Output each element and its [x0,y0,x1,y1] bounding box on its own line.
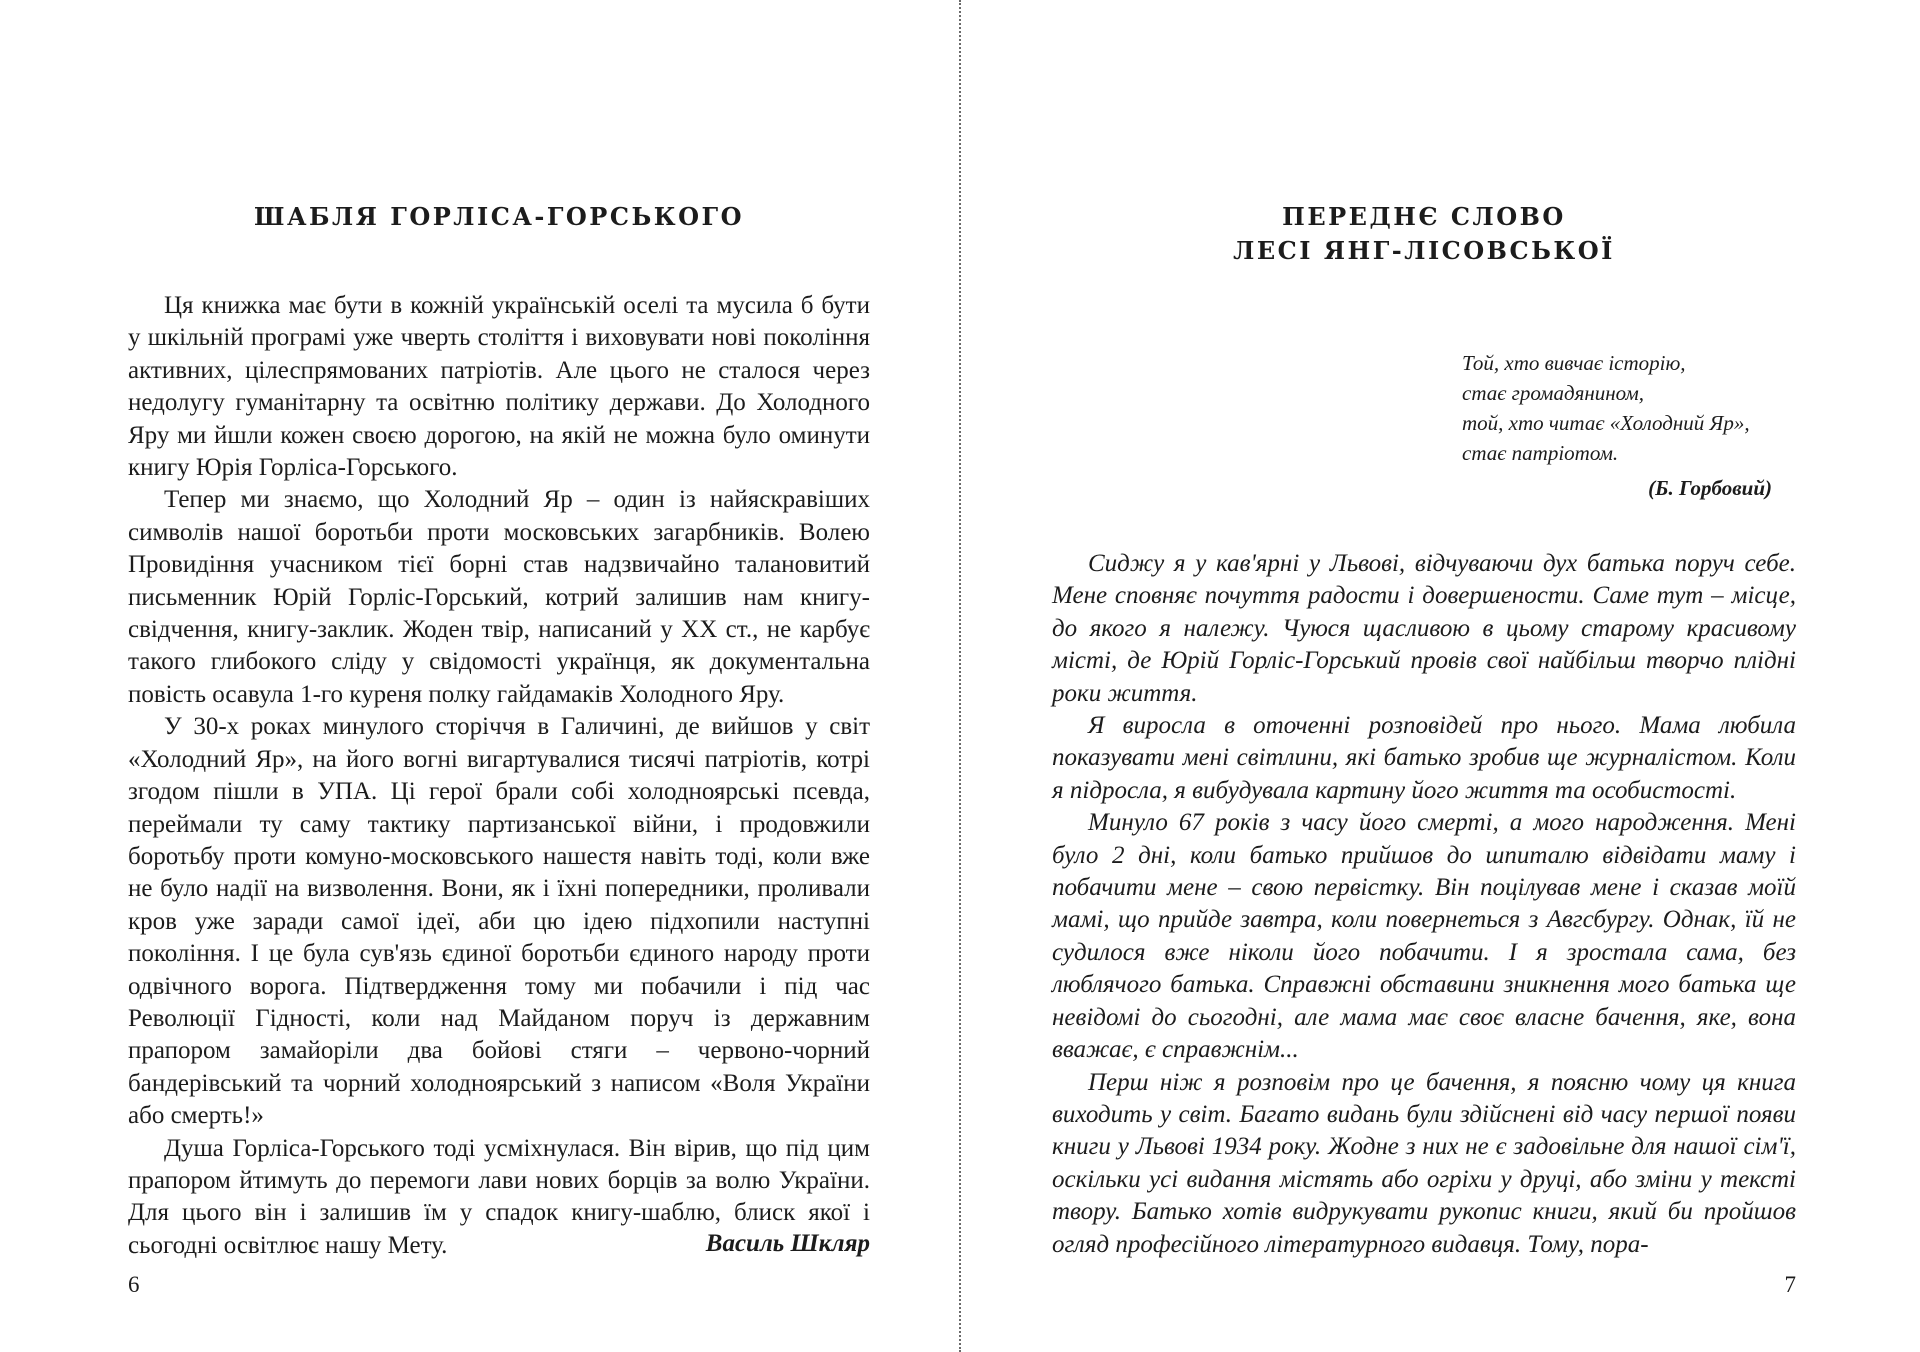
page-title [128,200,870,234]
title-text: ШАБЛЯ ГОРЛІСА-ГОРСЬКОГО [254,202,744,231]
epigraph [1462,348,1750,468]
author-signature: Василь Шкляр [705,1230,870,1257]
title-line: ПЕРЕДНЄ СЛОВО [1282,202,1566,231]
paragraph: Душа Горліса-Горського тоді усміхнулася. Він вірив, що під цим прапором йтимуть до перемоги лави нових борців за волю України. Для цього він і залишив їм у спадок книгу-шаблю, блиск якої і сьогодні освітлює нашу Мету. [128,1134,870,1259]
body-text [128,290,870,1262]
page-title [1052,200,1796,268]
epigraph-line: той, хто читає «Холодний Яр», [1462,411,1750,435]
paragraph: Перш ніж я розповім про це бачення, я поясню чому ця книга виходить у світ. Багато видань були здійснені від часу першої появи книги у Львові 1934 року. Жодне з них не є задовільне для нашої сім'ї, оскільки усі видання містять або огріхи у друці, або зміни у тексті твору. Батько хотів видрукувати рукопис книги, який би пройшов огляд професійного літературного видавця. Тому, пора- [1052,1068,1796,1258]
paragraph: Ця книжка має бути в кожній українській оселі та мусила б бути у шкільній програмі уже чверть століття і виховувати нові покоління активних, цілеспрямованих патріотів. Але цього не сталося через недолугу гуманітарну та освітню політику держави. До Холодного Яру ми йшли кожен своєю дорогою, на якій не можна було оминути книгу Юрія Горліса-Горського. [128,292,870,482]
right-page [1052,0,1796,1352]
epigraph-line: Той, хто вивчає історію, [1462,351,1686,375]
paragraph: Я виросла в оточенні розповідей про нього. Мама любила показувати мені світлини, які батько зробив ще журналістом. Коли я підросла, я вибудувала картину його життя та особистості. [1052,712,1796,804]
paragraph: Минуло 67 років з часу його смерті, а мого народження. Мені було 2 дні, коли батько прийшов до шпиталю відвідати маму і побачити мене – свою первістку. Він поцілував мене і сказав моїй мамі, що прийде завтра, коли повернеться з Авгсбургу. Однак, їй не судилося вже ніколи його побачити. І я зростала сама, без люблячого батька. Справжні обставини зникнення мого батька ще невідомі до сьогодні, але мама має своє власне бачення, яке, вона вважає, є справжнім... [1052,809,1796,1064]
page-number: 6 [128,1272,140,1297]
paragraph: У 30-х роках минулого сторіччя в Галичині, де вийшов у світ «Холодний Яр», на його вогні вигартувалися тисячі патріотів, котрі згодом пішли в УПА. Ці герої брали собі холодноярські псевда, переймали ту саму тактику партизанської війни, і продовжили боротьбу проти комуно-московського нашестя навіть тоді, коли вже не було надії на визволення. Вони, як і їхні попередники, проливали кров уже заради самої ідеї, аби цю ідею підхопили наступні покоління. І це була сув'язь єдиної боротьби єдиного народу проти одвічного ворога. Підтвердження тому ми побачили і під час Революції Гідності, коли над Майданом поруч із державним прапором замайоріли два бойові стяги – червоно-чорний бандерівський та чорний холодноярський з написом «Воля України або смерть!» [128,713,870,1130]
epigraph-source: (Б. Горбовий) [1648,476,1772,500]
page-number: 7 [1784,1272,1796,1297]
epigraph-line: стає патріотом. [1462,441,1619,465]
paragraph: Сиджу я у кав'ярні у Львові, відчуваючи дух батька поруч себе. Мене сповняє почуття радости і довершености. Саме тут – місце, до якого я належу. Чуюся щасливою в цьому старому красивому місті, де Юрій Горліс-Горський провів свої найбільш творчо плідні роки життя. [1052,550,1796,707]
epigraph-line: стає громадянином, [1462,381,1645,405]
left-page [128,0,870,1352]
body-text [1052,548,1796,1261]
title-line: ЛЕСІ ЯНГ-ЛІСОВСЬКОЇ [1233,236,1615,265]
page-divider [959,0,961,1352]
paragraph: Тепер ми знаємо, що Холодний Яр – один із найяскравіших символів нашої боротьби проти московських загарбників. Волею Провидіння учасником тієї борні став надзвичайно талановитий письменник Юрій Горліс-Горський, котрий залишив нам книгу-свідчення, книгу-заклик. Жоден твір, написаний у XX ст., не карбує такого глибокого сліду у свідомості українця, як документальна повість осавула 1-го куреня полку гайдамаків Холодного Яру. [128,486,870,708]
